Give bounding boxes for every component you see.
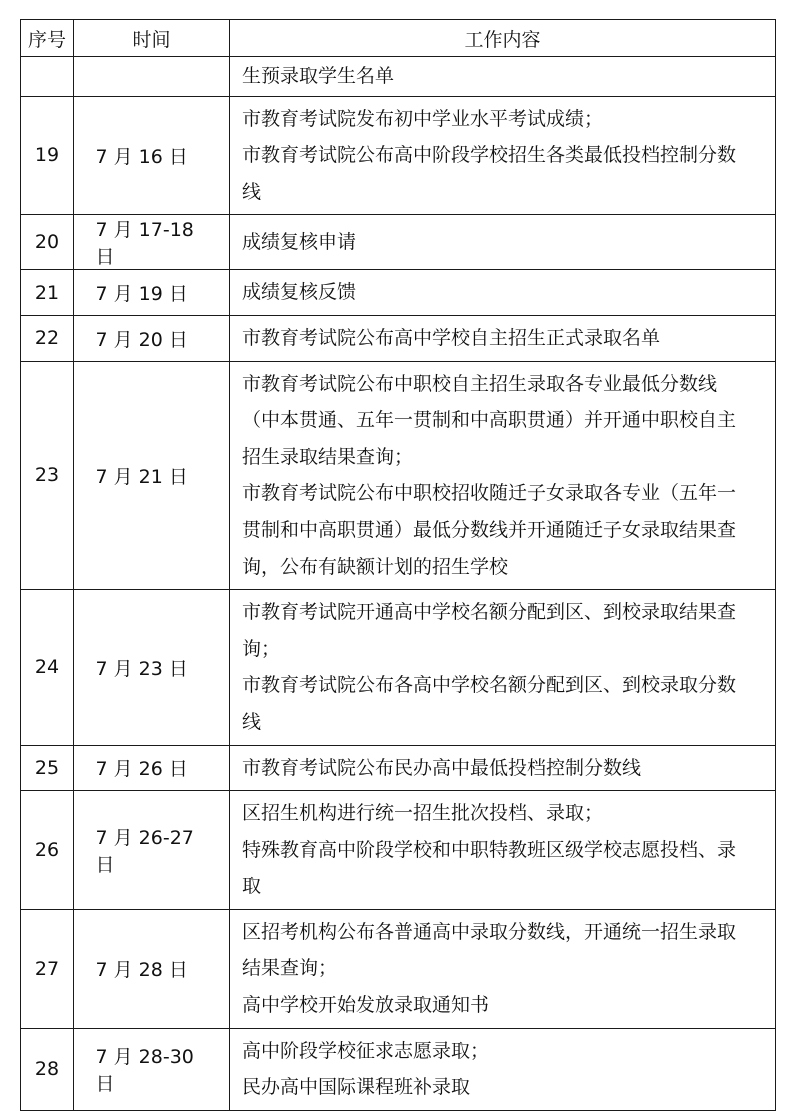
content-line: 结果查询； (242, 957, 338, 980)
row-number: 24 (21, 590, 74, 745)
row-time: 7 月 26-27 日 (95, 826, 194, 876)
row-number: 23 (21, 361, 74, 590)
content-line: （中本贯通、五年一贯制和中高职贯通）并开通中职校自主 (242, 409, 737, 432)
row-content (230, 361, 776, 590)
header-no: 序号 (21, 20, 74, 57)
row-time: 7 月 26 日 (95, 758, 188, 781)
row-time-cell (74, 590, 230, 745)
content-line: 市教育考试院开通高中学校名额分配到区、到校录取结果查 (242, 601, 737, 624)
content-line: 民办高中国际课程班补录取 (242, 1076, 471, 1099)
row-number: 21 (21, 270, 74, 316)
content-line: 线 (242, 710, 262, 733)
row-content (230, 270, 776, 316)
content-line: 区招生机构进行统一招生批次投档、录取； (242, 802, 604, 825)
row-content (230, 1028, 776, 1110)
table-body (21, 57, 776, 1111)
row-content (230, 96, 776, 215)
header-content: 工作内容 (230, 20, 776, 57)
row-content (230, 57, 776, 97)
table-row (21, 791, 776, 910)
content-line: 市教育考试院发布初中学业水平考试成绩； (242, 107, 604, 130)
row-time-cell (74, 270, 230, 316)
content-line: 成绩复核反馈 (242, 281, 357, 304)
table-row (21, 215, 776, 270)
row-content (230, 315, 776, 361)
content-line: 市教育考试院公布高中学校自主招生正式录取名单 (242, 326, 661, 349)
content-line: 贯制和中高职贯通）最低分数线并开通随迁子女录取结果查 (242, 518, 737, 541)
row-time: 7 月 28-30 日 (95, 1046, 194, 1096)
row-content (230, 745, 776, 791)
row-time: 7 月 23 日 (95, 657, 188, 680)
table-row (21, 315, 776, 361)
row-time-cell (74, 361, 230, 590)
schedule-table (20, 19, 776, 1111)
content-line: 高中阶段学校征求志愿录取； (242, 1039, 490, 1062)
content-line: 特殊教育高中阶段学校和中职特教班区级学校志愿投档、录 (242, 838, 737, 861)
row-time-cell (74, 909, 230, 1028)
content-line: 市教育考试院公布民办高中最低投档控制分数线 (242, 756, 642, 779)
row-number: 28 (21, 1028, 74, 1110)
content-line: 成绩复核申请 (242, 231, 357, 254)
table-row (21, 590, 776, 745)
table-row (21, 270, 776, 316)
content-line: 区招考机构公布各普通高中录取分数线，开通统一招生录取 (242, 920, 737, 943)
content-line: 生预录取学生名单 (242, 65, 395, 87)
content-line: 线 (242, 180, 262, 203)
table-row (21, 57, 776, 97)
row-time: 7 月 21 日 (95, 465, 188, 488)
row-content (230, 590, 776, 745)
content-line: 市教育考试院公布中职校招收随迁子女录取各专业（五年一 (242, 482, 737, 505)
table-row (21, 909, 776, 1028)
table-row (21, 96, 776, 215)
row-number: 19 (21, 96, 74, 215)
row-time-cell (74, 791, 230, 910)
header-time: 时间 (74, 20, 230, 57)
content-line: 市教育考试院公布中职校自主招生录取各专业最低分数线 (242, 372, 718, 395)
content-line: 询，公布有缺额计划的招生学校 (242, 555, 509, 578)
row-time-cell (74, 315, 230, 361)
row-number: 25 (21, 745, 74, 791)
row-number (21, 57, 74, 97)
row-content (230, 791, 776, 910)
row-time-cell (74, 1028, 230, 1110)
content-line: 市教育考试院公布各高中学校名额分配到区、到校录取分数 (242, 674, 737, 697)
row-number: 22 (21, 315, 74, 361)
content-line: 高中学校开始发放录取通知书 (242, 994, 490, 1017)
row-time: 7 月 19 日 (95, 283, 188, 306)
row-time: 7 月 16 日 (95, 145, 188, 168)
row-content (230, 215, 776, 270)
row-time-cell (74, 57, 230, 97)
row-content (230, 909, 776, 1028)
content-line: 招生录取结果查询； (242, 445, 414, 468)
table-row (21, 361, 776, 590)
row-number: 20 (21, 215, 74, 270)
table-row (21, 1028, 776, 1110)
row-time-cell (74, 215, 230, 270)
table-header-row (21, 20, 776, 57)
row-time: 7 月 17-18 日 (95, 219, 194, 269)
row-time: 7 月 28 日 (95, 959, 188, 982)
row-number: 26 (21, 791, 74, 910)
content-line: 取 (242, 875, 262, 898)
row-time-cell (74, 96, 230, 215)
content-line: 市教育考试院公布高中阶段学校招生各类最低投档控制分数 (242, 144, 737, 167)
table-row (21, 745, 776, 791)
row-time: 7 月 20 日 (95, 328, 188, 351)
content-line: 询； (242, 637, 281, 660)
row-number: 27 (21, 909, 74, 1028)
row-time-cell (74, 745, 230, 791)
